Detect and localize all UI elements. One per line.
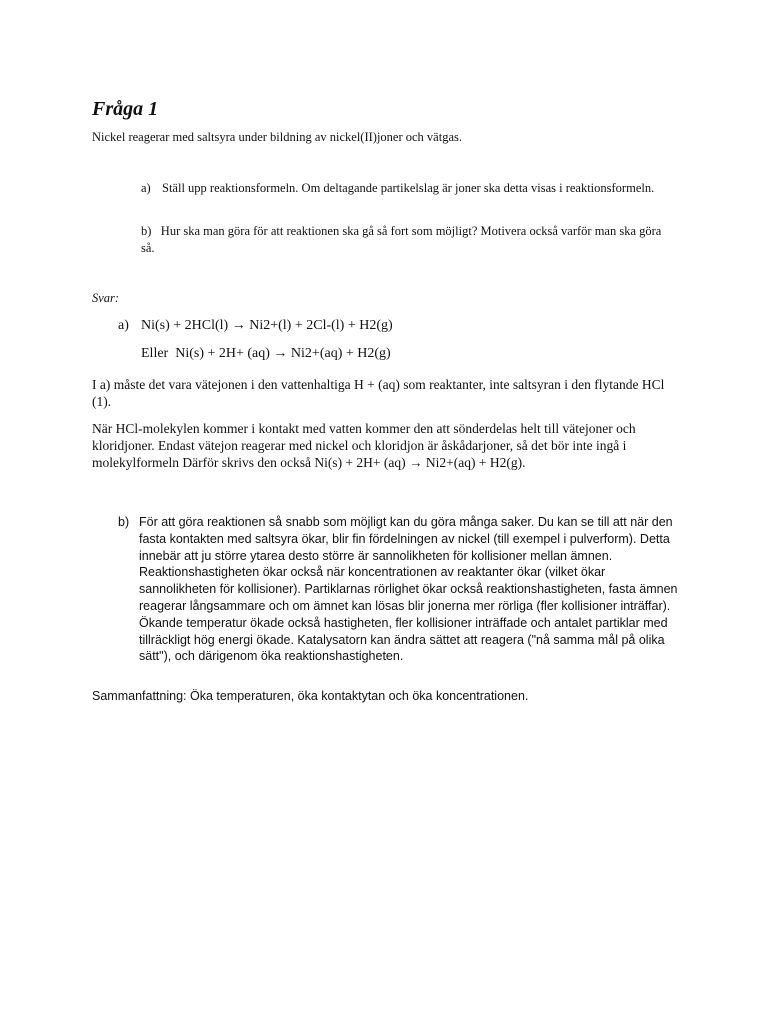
- answer-a-paragraph-2: När HCl-molekylen kommer i kontakt med vatten kommer den att sönderdelas helt till vätejoner och kloridjoner. Endast vätejon reagerar med nickel och kloridjon är åskådarjoner, så det bör inte ingå i molekylformeln Därför skrivs den också Ni(s) + 2H+ (aq) → Ni2+(aq) + H2(g).: [92, 421, 636, 470]
- question-b-marker: b): [141, 224, 152, 238]
- answer-label: Svar:: [92, 291, 120, 305]
- intro-text: Nickel reagerar med saltsyra under bildning av nickel(II)joner och vätgas.: [92, 130, 462, 144]
- question-b: [141, 223, 671, 257]
- answer-a-marker: a): [118, 318, 129, 333]
- equation-1: Ni(s) + 2HCl(l) → Ni2+(l) + 2Cl-(l) + H2(g): [141, 318, 393, 333]
- answer-b-marker: b): [118, 515, 130, 529]
- answer-b-text: För att göra reaktionen så snabb som möjligt kan du göra många saker. Du kan se till att när den fasta kontakten med saltsyra ökar, blir fin fördelningen av nickel (till exempel i pulverform). Detta innebär att ju större ytarea desto större är sannolikheten för kollisioner mellan ämnen. Reaktionshastigheten ökar också när koncentrationen av reaktanter ökar (vilket ökar sannolikheten för kollisioner). Partiklarnas rörlighet ökar också reaktionshastigheten, fasta ämnen reagerar långsammare och om ämnet kan lösas blir jonerna mer rörliga (fler kollisioner inträffar). Ökande temperatur ökade också hastigheten, fler kollisioner inträffade och antalet partiklar med tillräckligt hög energi ökade. Katalysatorn kan ändra sättet att reagera ("nå samma mål på olika sätt"), och därigenom öka reaktionshastigheten.: [139, 515, 678, 664]
- question-a-marker: a): [141, 181, 151, 195]
- answer-a-paragraph-1: I a) måste det vara vätejonen i den vattenhaltiga H + (aq) som reaktanter, inte saltsyran i den flytande HCl (1).: [92, 377, 665, 409]
- question-a-text: Ställ upp reaktionsformeln. Om deltagande partikelslag är joner ska detta visas i reaktionsformeln.: [162, 181, 655, 195]
- question-b-text: Hur ska man göra för att reaktionen ska gå så fort som möjligt? Motivera också varför man ska göra så.: [141, 224, 662, 255]
- summary-text: Sammanfattning: Öka temperaturen, öka kontaktytan och öka koncentrationen.: [92, 689, 529, 703]
- page-title: Fråga 1: [92, 98, 159, 120]
- equation-2: Eller Ni(s) + 2H+ (aq) → Ni2+(aq) + H2(g): [141, 346, 391, 361]
